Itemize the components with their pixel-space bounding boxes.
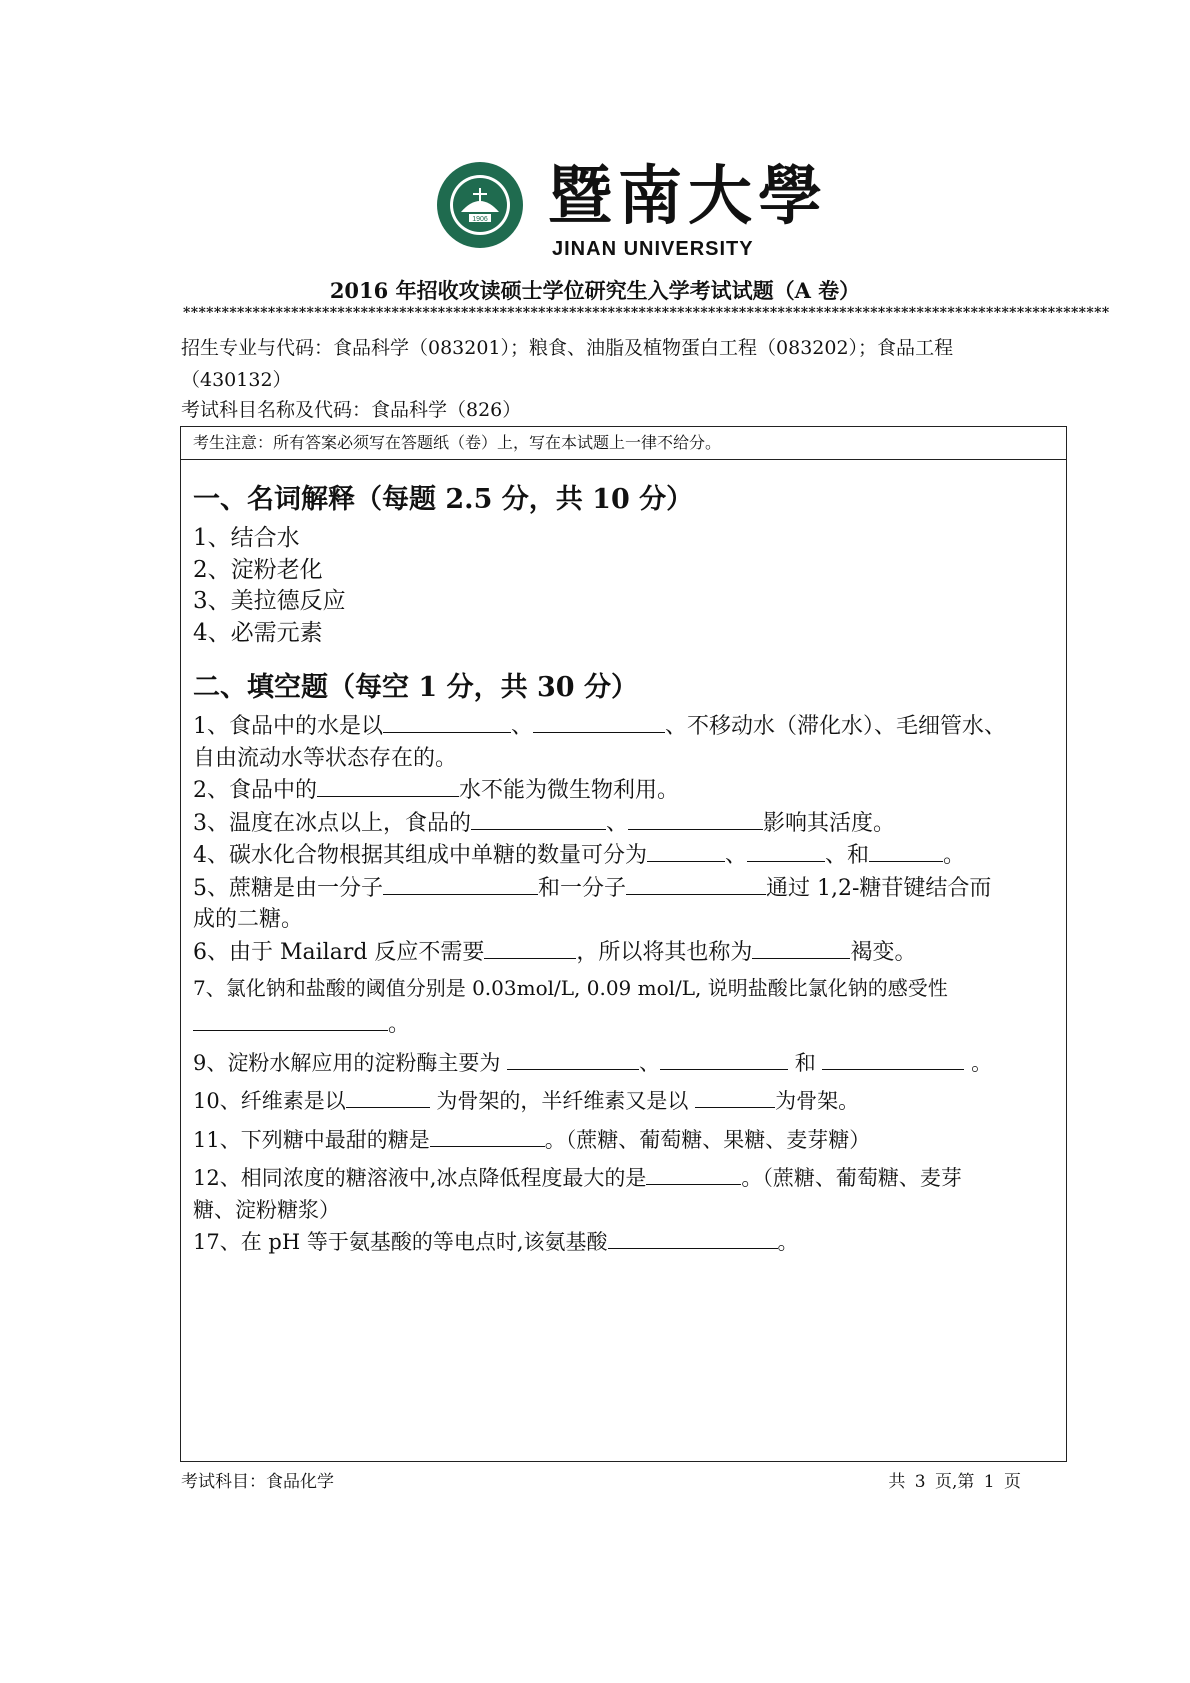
question-9: 9、淀粉水解应用的淀粉酶主要为 、 和 。: [193, 1047, 1055, 1080]
answer-blank: [346, 1085, 430, 1108]
star-separator: ************************************************************************************************************************: [183, 305, 1110, 321]
question-17: 17、在 pH 等于氨基酸的等电点时,该氨基酸 。: [193, 1226, 1055, 1259]
section-2-title: 二、填空题（每空 1 分，共 30 分）: [193, 672, 638, 703]
answer-blank: [747, 839, 825, 862]
answer-blank: [646, 1162, 741, 1185]
university-seal-icon: [435, 160, 525, 250]
footer-subject: 考试科目：食品化学: [181, 1472, 334, 1492]
term-item: 3、美拉德反应: [193, 588, 346, 614]
exam-notice: 考生注意：所有答案必须写在答题纸（卷）上，写在本试题上一律不给分。: [181, 427, 1066, 460]
section-1-title: 一、名词解释（每题 2.5 分，共 10 分）: [193, 484, 694, 515]
subject-info: 考试科目名称及代码：食品科学（826）: [181, 399, 522, 421]
answer-blank: [484, 936, 576, 959]
section-2-list: [193, 710, 1055, 1259]
question-2: 2、食品中的 水不能为微生物利用。: [193, 774, 1055, 807]
answer-blank: [317, 774, 459, 797]
answer-blank: [383, 710, 511, 733]
university-logo-chinese: 暨南大學: [548, 159, 828, 234]
answer-blank: [193, 1008, 388, 1031]
question-5-cont: 成的二糖。: [193, 907, 304, 932]
answer-blank: [533, 710, 665, 733]
major-info: [181, 332, 1041, 396]
question-4: 4、碳水化合物根据其组成中单糖的数量可分为 、 、和 。: [193, 839, 1055, 872]
answer-blank: [471, 807, 606, 830]
question-12: 12、相同浓度的糖溶液中,冰点降低程度最大的是 。（蔗糖、葡萄糖、麦芽: [193, 1162, 1055, 1195]
question-11: 11、下列糖中最甜的糖是 。（蔗糖、葡萄糖、果糖、麦芽糖）: [193, 1124, 1055, 1157]
major-line-1: 招生专业与代码：食品科学（083201）；粮食、油脂及植物蛋白工程（083202）；食品工程: [181, 337, 954, 359]
answer-blank: [628, 807, 763, 830]
question-7-cont: 。: [193, 1008, 1055, 1041]
header: [0, 160, 1190, 260]
term-item: 4、必需元素: [193, 619, 323, 646]
answer-blank: [608, 1226, 778, 1249]
section-1-list: [193, 523, 346, 649]
question-1-cont: 自由流动水等状态存在的。: [193, 745, 458, 771]
question-3: 3、温度在冰点以上，食品的 、 影响其活度。: [193, 807, 1055, 840]
exam-title: 2016 年招收攻读硕士学位研究生入学考试试题（A 卷）: [329, 278, 861, 303]
term-item: 2、淀粉老化: [193, 556, 323, 583]
answer-blank: [383, 872, 538, 895]
answer-blank: [822, 1047, 964, 1070]
question-1: 1、食品中的水是以 、 、不移动水（滞化水）、毛细管水、: [193, 710, 1055, 743]
term-item: 1、结合水: [193, 525, 300, 551]
answer-blank: [430, 1124, 545, 1147]
svg-text:1906: 1906: [472, 216, 488, 223]
answer-blank: [752, 936, 850, 959]
question-12-cont: 糖、淀粉糖浆）: [193, 1197, 340, 1222]
major-line-2: （430132）: [181, 369, 292, 391]
question-10: 10、纤维素是以 为骨架的，半纤维素又是以 为骨架。: [193, 1085, 1055, 1118]
question-box: [180, 426, 1067, 1462]
question-7: 7、氯化钠和盐酸的阈值分别是 0.03mol/L, 0.09 mol/L, 说明盐酸比氯化钠的感受性: [193, 976, 948, 1000]
footer-page-number: 共 3 页,第 1 页: [888, 1472, 1021, 1492]
answer-blank: [660, 1047, 788, 1070]
answer-blank: [626, 872, 766, 895]
answer-blank: [869, 839, 943, 862]
answer-blank: [647, 839, 725, 862]
question-5: 5、蔗糖是由一分子 和一分子 通过 1,2-糖苷键结合而: [193, 872, 1055, 905]
answer-blank: [695, 1085, 775, 1108]
answer-blank: [507, 1047, 639, 1070]
university-logo-english: JINAN UNIVERSITY: [552, 238, 754, 260]
question-6: 6、由于 Mailard 反应不需要 ，所以将其也称为 褐变。: [193, 936, 1055, 969]
